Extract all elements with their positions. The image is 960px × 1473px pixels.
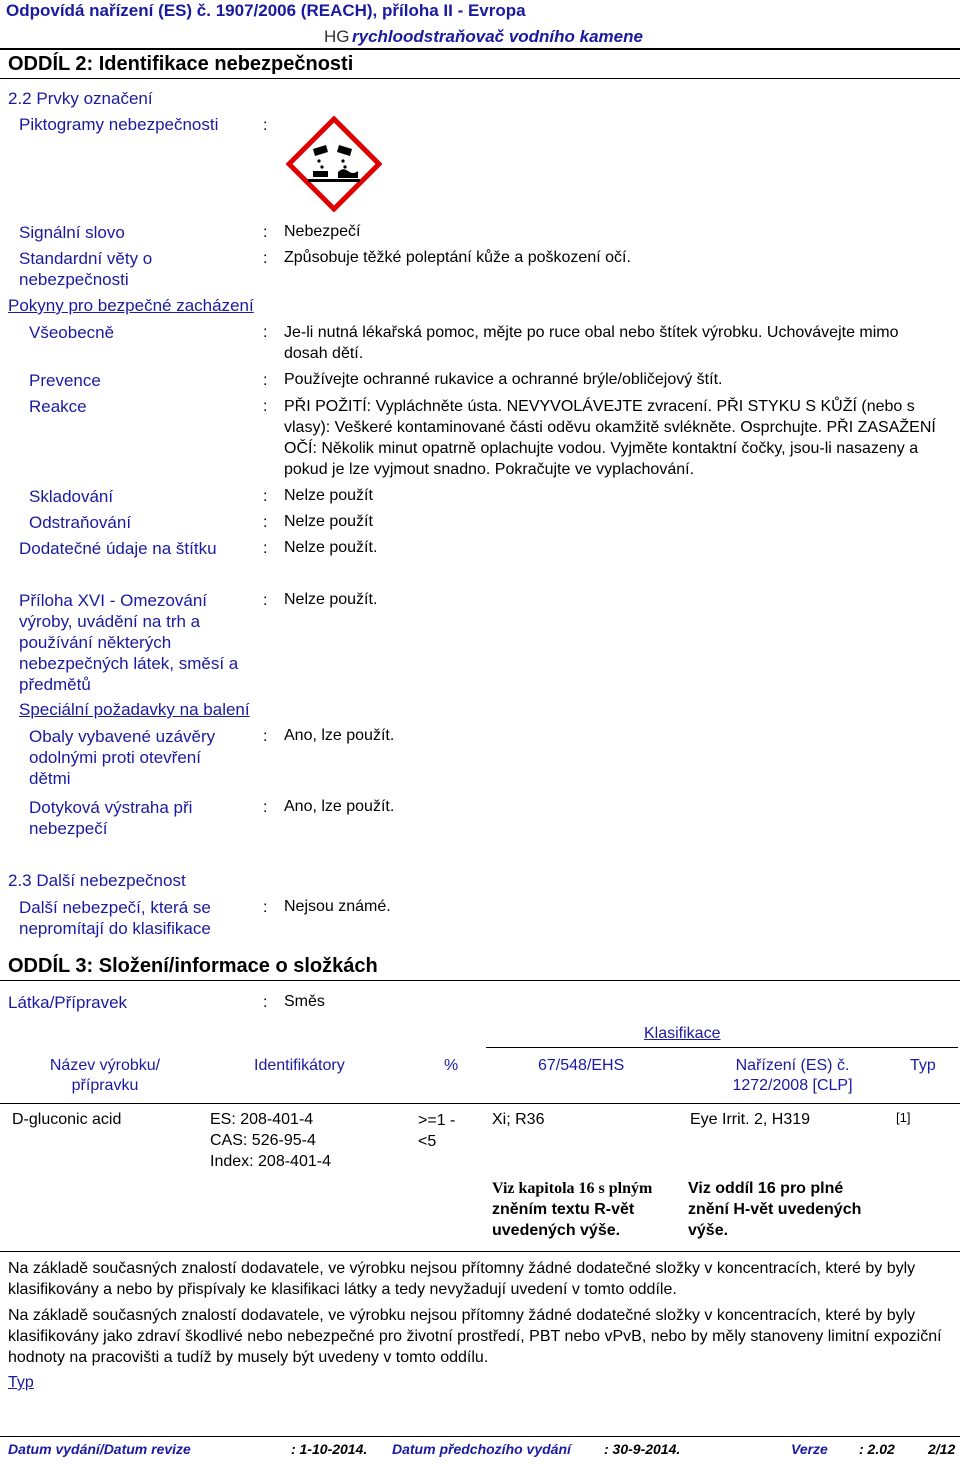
child-resistant-label: Obaly vybavené uzávěry odolnými proti otevření dětmi xyxy=(29,727,216,788)
separator: : xyxy=(263,540,268,557)
footer-version-label: Verze xyxy=(791,1441,828,1457)
col-header-identifiers: Identifikátory xyxy=(254,1057,345,1074)
substance-value: Směs xyxy=(284,993,325,1010)
response-label: Reakce xyxy=(29,397,87,416)
prevention-value: Používejte ochranné rukavice a ochranné brýle/obličejový štít. xyxy=(284,371,723,388)
ingredient-es: ES: 208-401-4 xyxy=(210,1111,314,1128)
product-name: rychloodstraňovač vodního kamene xyxy=(352,27,643,46)
footer-issue-label: Datum vydání/Datum revize xyxy=(8,1441,191,1457)
footer-issue-value: : 1-10-2014. xyxy=(291,1441,368,1457)
supplemental-label: Dodatečné údaje na štítku xyxy=(19,539,217,558)
footer-prev-label: Datum předchozího vydání xyxy=(392,1441,571,1457)
separator: : xyxy=(263,514,268,531)
ingredient-67-548: Xi; R36 xyxy=(492,1111,545,1128)
other-hazards-label: Další nebezpečí, která se nepromítají do klasifikace xyxy=(19,898,211,938)
h-phrases-note: Viz oddíl 16 pro plné znění H-vět uvedených výše. xyxy=(688,1180,862,1239)
ingredient-type: [1] xyxy=(896,1110,911,1125)
substance-label: Látka/Přípravek xyxy=(8,993,128,1012)
table-header-rule xyxy=(0,1103,960,1104)
classification-rule xyxy=(486,1047,958,1048)
storage-label: Skladování xyxy=(29,487,114,506)
section-3-title: ODDÍL 3: Složení/informace o složkách xyxy=(8,955,378,977)
footer-prev-value: : 30-9-2014. xyxy=(604,1441,681,1457)
section-2-divider xyxy=(0,78,960,79)
ingredient-index: Index: 208-401-4 xyxy=(210,1153,331,1170)
separator: : xyxy=(263,799,268,816)
classification-header: Klasifikace xyxy=(644,1025,721,1042)
response-value: PŘI POŽITÍ: Vypláchněte ústa. NEVYVOLÁVEJTE zvracení. PŘI STYKU S KŮŽÍ (nebo s vlasy): Veškeré kontaminované části oděvu okamžitě svlékněte. Osprchujte. PŘI ZASAŽENÍ OČÍ: Několik minut opatrně oplachujte vodou. Vyjměte kontaktní čočky, jsou-li nasazeny a pokud je lze vyjmout snadno. Pokračujte ve vyplachování. xyxy=(284,398,936,478)
tactile-warning-label: Dotyková výstraha při nebezpečí xyxy=(29,798,193,838)
separator: : xyxy=(263,728,268,745)
prevention-label: Prevence xyxy=(29,371,101,390)
general-label: Všeobecně xyxy=(29,323,115,342)
col-header-percent: % xyxy=(444,1057,459,1074)
col-header-67-548: 67/548/EHS xyxy=(538,1057,625,1074)
tactile-warning-value: Ano, lze použít. xyxy=(284,798,395,815)
hazard-statements-value: Způsobuje těžké poleptání kůže a poškození očí. xyxy=(284,249,631,266)
separator: : xyxy=(263,117,268,134)
footer-divider xyxy=(0,1436,960,1437)
separator: : xyxy=(263,592,268,609)
brand-logo: HG xyxy=(324,27,350,46)
ingredient-cas: CAS: 526-95-4 xyxy=(210,1132,316,1149)
separator: : xyxy=(263,372,268,389)
type-link[interactable]: Typ xyxy=(8,1374,34,1391)
general-value: Je-li nutná lékařská pomoc, mějte po ruce obal nebo štítek výrobku. Uchovávejte mimo dosah dětí. xyxy=(284,324,899,362)
annex-xvi-value: Nelze použít. xyxy=(284,591,378,608)
col-header-clp: Nařízení (ES) č. 1272/2008 [CLP] xyxy=(732,1057,853,1094)
composition-paragraph-2: Na základě současných znalostí dodavatele, ve výrobku nejsou přítomny žádné dodatečné složky v koncentracích, které by byly klasifikovány jako zdraví škodlivé nebo nebezpečné pro životní prostředí, PBT nebo vPvB, nebo by měly stanoveny limitní expoziční hodnoty na pracovišti a tudíž by musely být uvedeny v tomto oddílu. xyxy=(8,1307,942,1366)
subsection-2-2: 2.2 Prvky označení xyxy=(8,89,153,108)
other-hazards-value: Nejsou známé. xyxy=(284,898,391,915)
supplemental-value: Nelze použít. xyxy=(284,539,378,556)
footer-page-number: 2/12 xyxy=(928,1441,956,1457)
col-header-type: Typ xyxy=(910,1057,936,1074)
col-header-name: Název výrobku/ přípravku xyxy=(49,1057,161,1094)
disposal-label: Odstraňování xyxy=(29,513,132,532)
r-phrases-note xyxy=(492,1178,682,1241)
separator: : xyxy=(263,224,268,241)
section-2-title: ODDÍL 2: Identifikace nebezpečnosti xyxy=(8,53,354,75)
separator: : xyxy=(263,324,268,341)
subsection-2-3: 2.3 Další nebezpečnost xyxy=(8,871,186,890)
packaging-title: Speciální požadavky na balení xyxy=(19,700,250,719)
table-bottom-rule xyxy=(0,1251,960,1252)
r-phrases-note-prefix: Viz kapitola 16 s plným xyxy=(492,1180,653,1197)
separator: : xyxy=(263,398,268,415)
r-phrases-note-rest: zněním textu R-vět uvedených výše. xyxy=(492,1201,635,1239)
composition-paragraph-1: Na základě současných znalostí dodavatele, ve výrobku nejsou přítomny žádné dodatečné složky v koncentracích, které by byly klasifikovány a nebo by přispívaly ke klasifikaci látky a tedy nevyžadují uvedení v tomto oddíle. xyxy=(8,1260,916,1298)
section-3-divider xyxy=(0,980,960,981)
separator: : xyxy=(263,899,268,916)
separator: : xyxy=(263,250,268,267)
separator: : xyxy=(263,488,268,505)
header-divider xyxy=(0,48,960,50)
ingredient-percent: >=1 - <5 xyxy=(418,1112,456,1150)
signal-word-value: Nebezpečí xyxy=(284,223,361,240)
annex-xvi-label: Příloha XVI - Omezování výroby, uvádění na trh a používání některých nebezpečných látek, směsí a předmětů xyxy=(19,591,239,694)
signal-word-label: Signální slovo xyxy=(19,223,125,242)
regulation-header: Odpovídá nařízení (ES) č. 1907/2006 (REACH), příloha II - Evropa xyxy=(6,1,526,20)
disposal-value: Nelze použít xyxy=(284,513,373,530)
ingredient-clp: Eye Irrit. 2, H319 xyxy=(690,1111,811,1128)
footer-version-value: : 2.02 xyxy=(859,1441,895,1457)
hazard-statements-label: Standardní věty o nebezpečnosti xyxy=(19,249,153,289)
child-resistant-value: Ano, lze použít. xyxy=(284,727,395,744)
corrosion-pictogram-icon xyxy=(286,116,382,212)
separator: : xyxy=(263,994,268,1011)
storage-value: Nelze použít xyxy=(284,487,373,504)
ingredient-name: D-gluconic acid xyxy=(12,1111,122,1128)
precautionary-title: Pokyny pro bezpečné zacházení xyxy=(8,296,254,315)
pictograms-label: Piktogramy nebezpečnosti xyxy=(19,115,219,134)
